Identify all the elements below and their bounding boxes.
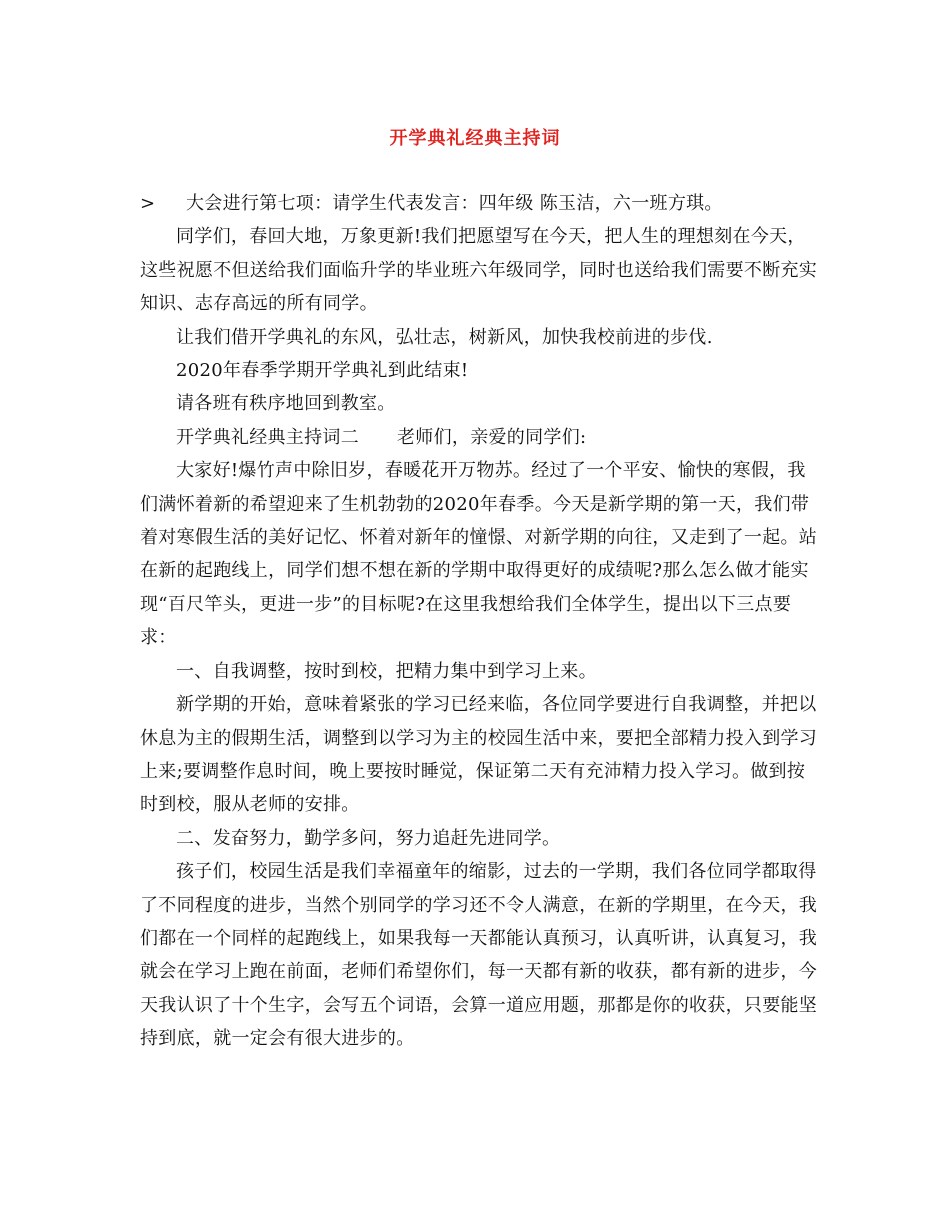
bullet-arrow-icon: > — [140, 193, 156, 214]
section-heading-line — [140, 421, 820, 454]
paragraph: 二、发奋努力，勤学多问，努力追赶先进同学。 — [176, 827, 561, 849]
section-heading: 开学典礼经典主持词二 — [176, 426, 359, 448]
paragraph: 孩子们，校园生活是我们幸福童年的缩影，过去的一学期，我们各位同学都取得了不同程度的进步，当然个别同学的学习还不令人满意，在新的学期里，在今天，我们都在一个同样的起跑线上，如果我每一天都能认真预习，认真听讲，认真复习，我就会在学习上跑在前面，老师们希望你们，每一天都有新的收获，都有新的进步，今天我认识了十个生字，会写五个词语，会算一道应用题，那都是你的收获，只要能坚持到底，就一定会有很大进步的。 — [140, 861, 818, 1050]
paragraph: 2020年春季学期开学典礼到此结束! — [176, 360, 469, 382]
paragraph: 大家好!爆竹声中除旧岁，春暖花开万物苏。经过了一个平安、愉快的寒假，我们满怀着新的希望迎来了生机勃勃的2020年春季。今天是新学期的第一天，我们带着对寒假生活的美好记忆、怀着对新年的憧憬、对新学期的向往，又走到了一起。站在新的起跑线上，同学们想不想在新的学期中取得更好的成绩呢?那么怎么做才能实现“百尺竿头，更进一步”的目标呢?在这里我想给我们全体学生，提出以下三点要求： — [140, 460, 818, 649]
paragraph: 请各班有秩序地回到教室。 — [176, 393, 396, 415]
agenda-text: 大会进行第七项：请学生代表发言：四年级 陈玉洁，六一班方琪。 — [186, 193, 723, 214]
paragraph: 同学们，春回大地，万象更新!我们把愿望写在今天，把人生的理想刻在今天，这些祝愿不但送给我们面临升学的毕业班六年级同学，同时也送给我们需要不断充实知识、志存高远的所有同学。 — [140, 226, 818, 315]
section-greeting: 老师们，亲爱的同学们: — [397, 426, 587, 448]
document-body — [140, 187, 820, 1056]
paragraph: 让我们借开学典礼的东风，弘壮志，树新风，加快我校前进的步伐. — [176, 326, 713, 348]
paragraph: 新学期的开始，意味着紧张的学习已经来临，各位同学要进行自我调整，并把以休息为主的假期生活，调整到以学习为主的校园生活中来，要把全部精力投入到学习上来;要调整作息时间，晚上要按时睡觉，保证第二天有充沛精力投入学习。做到按时到校，服从老师的安排。 — [140, 694, 818, 816]
paragraph: 一、自我调整，按时到校，把精力集中到学习上来。 — [176, 660, 597, 682]
document-title: 开学典礼经典主持词 — [389, 128, 561, 149]
agenda-line — [140, 187, 820, 220]
